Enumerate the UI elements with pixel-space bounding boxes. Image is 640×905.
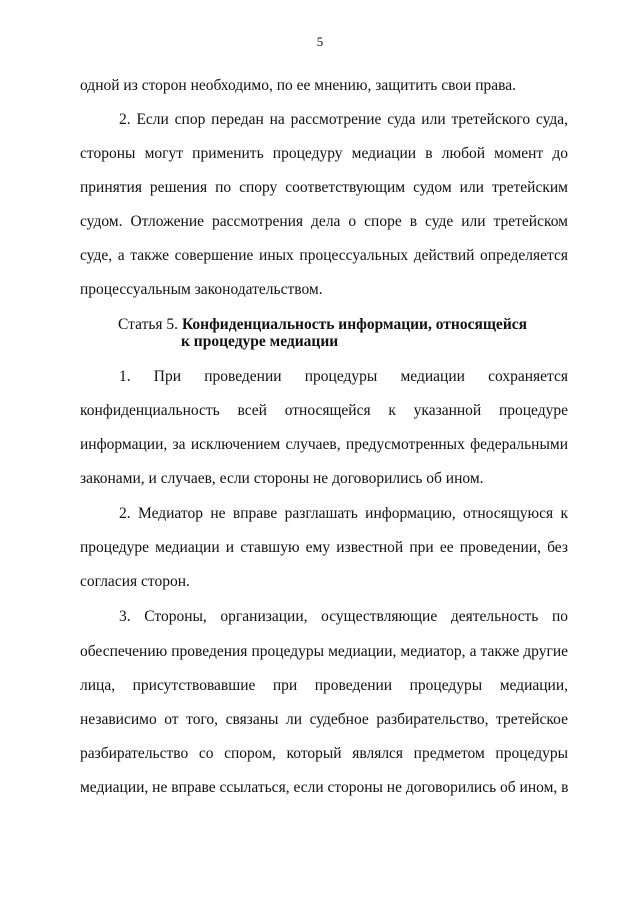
paragraph-line: 2. Если спор передан на рассмотрение суда или третейского суда, [119,111,568,128]
paragraph-line: процессуальным законодательством. [80,281,323,298]
paragraph-line: суде, а также совершение иных процессуальных действий определяется [80,247,568,264]
paragraph-line: независимо от того, связаны ли судебное разбирательство, третейское [80,711,568,728]
paragraph-line: лица, присутствовавшие при проведении процедуры медиации, [80,677,568,694]
article-heading [118,316,527,334]
article-heading-line2 [181,333,338,351]
paragraph-line: медиации, не вправе ссылаться, если стороны не договорились об ином, в [80,779,569,796]
paragraph-line: разбирательство со спором, который являлся предметом процедуры [80,745,568,762]
paragraph-line: информации, за исключением случаев, предусмотренных федеральными [80,436,568,453]
article-title-line1: Конфиденциальность информации, относящейся [181,316,528,333]
paragraph-line: 2. Медиатор не вправе разглашать информацию, относящуюся к [119,505,568,522]
page-number: 5 [316,34,324,49]
article-label: Статья 5. [118,316,179,333]
paragraph-line: стороны могут применить процедуру медиации в любой момент до [80,145,568,162]
paragraph-line: 3. Стороны, организации, осуществляющие деятельность по [119,608,568,625]
paragraph-line: конфиденциальность всей относящейся к указанной процедуре [80,402,568,419]
paragraph-line: принятия решения по спору соответствующим судом или третейским [80,179,568,196]
paragraph-line: законами, и случаев, если стороны не договорились об ином. [80,470,484,487]
paragraph-line: процедуре медиации и ставшую ему известной при ее проведении, без [80,539,568,556]
paragraph-line: обеспечению проведения процедуры медиации, медиатор, а также другие [80,643,568,660]
paragraph-line: судом. Отложение рассмотрения дела о споре в суде или третейском [80,213,568,230]
paragraph-line: 1. При проведении процедуры медиации сохраняется [119,368,568,385]
paragraph-line: одной из сторон необходимо, по ее мнению, защитить свои права. [80,77,517,94]
article-title-line2: к процедуре медиации [181,333,339,350]
paragraph-line: согласия сторон. [80,573,190,590]
